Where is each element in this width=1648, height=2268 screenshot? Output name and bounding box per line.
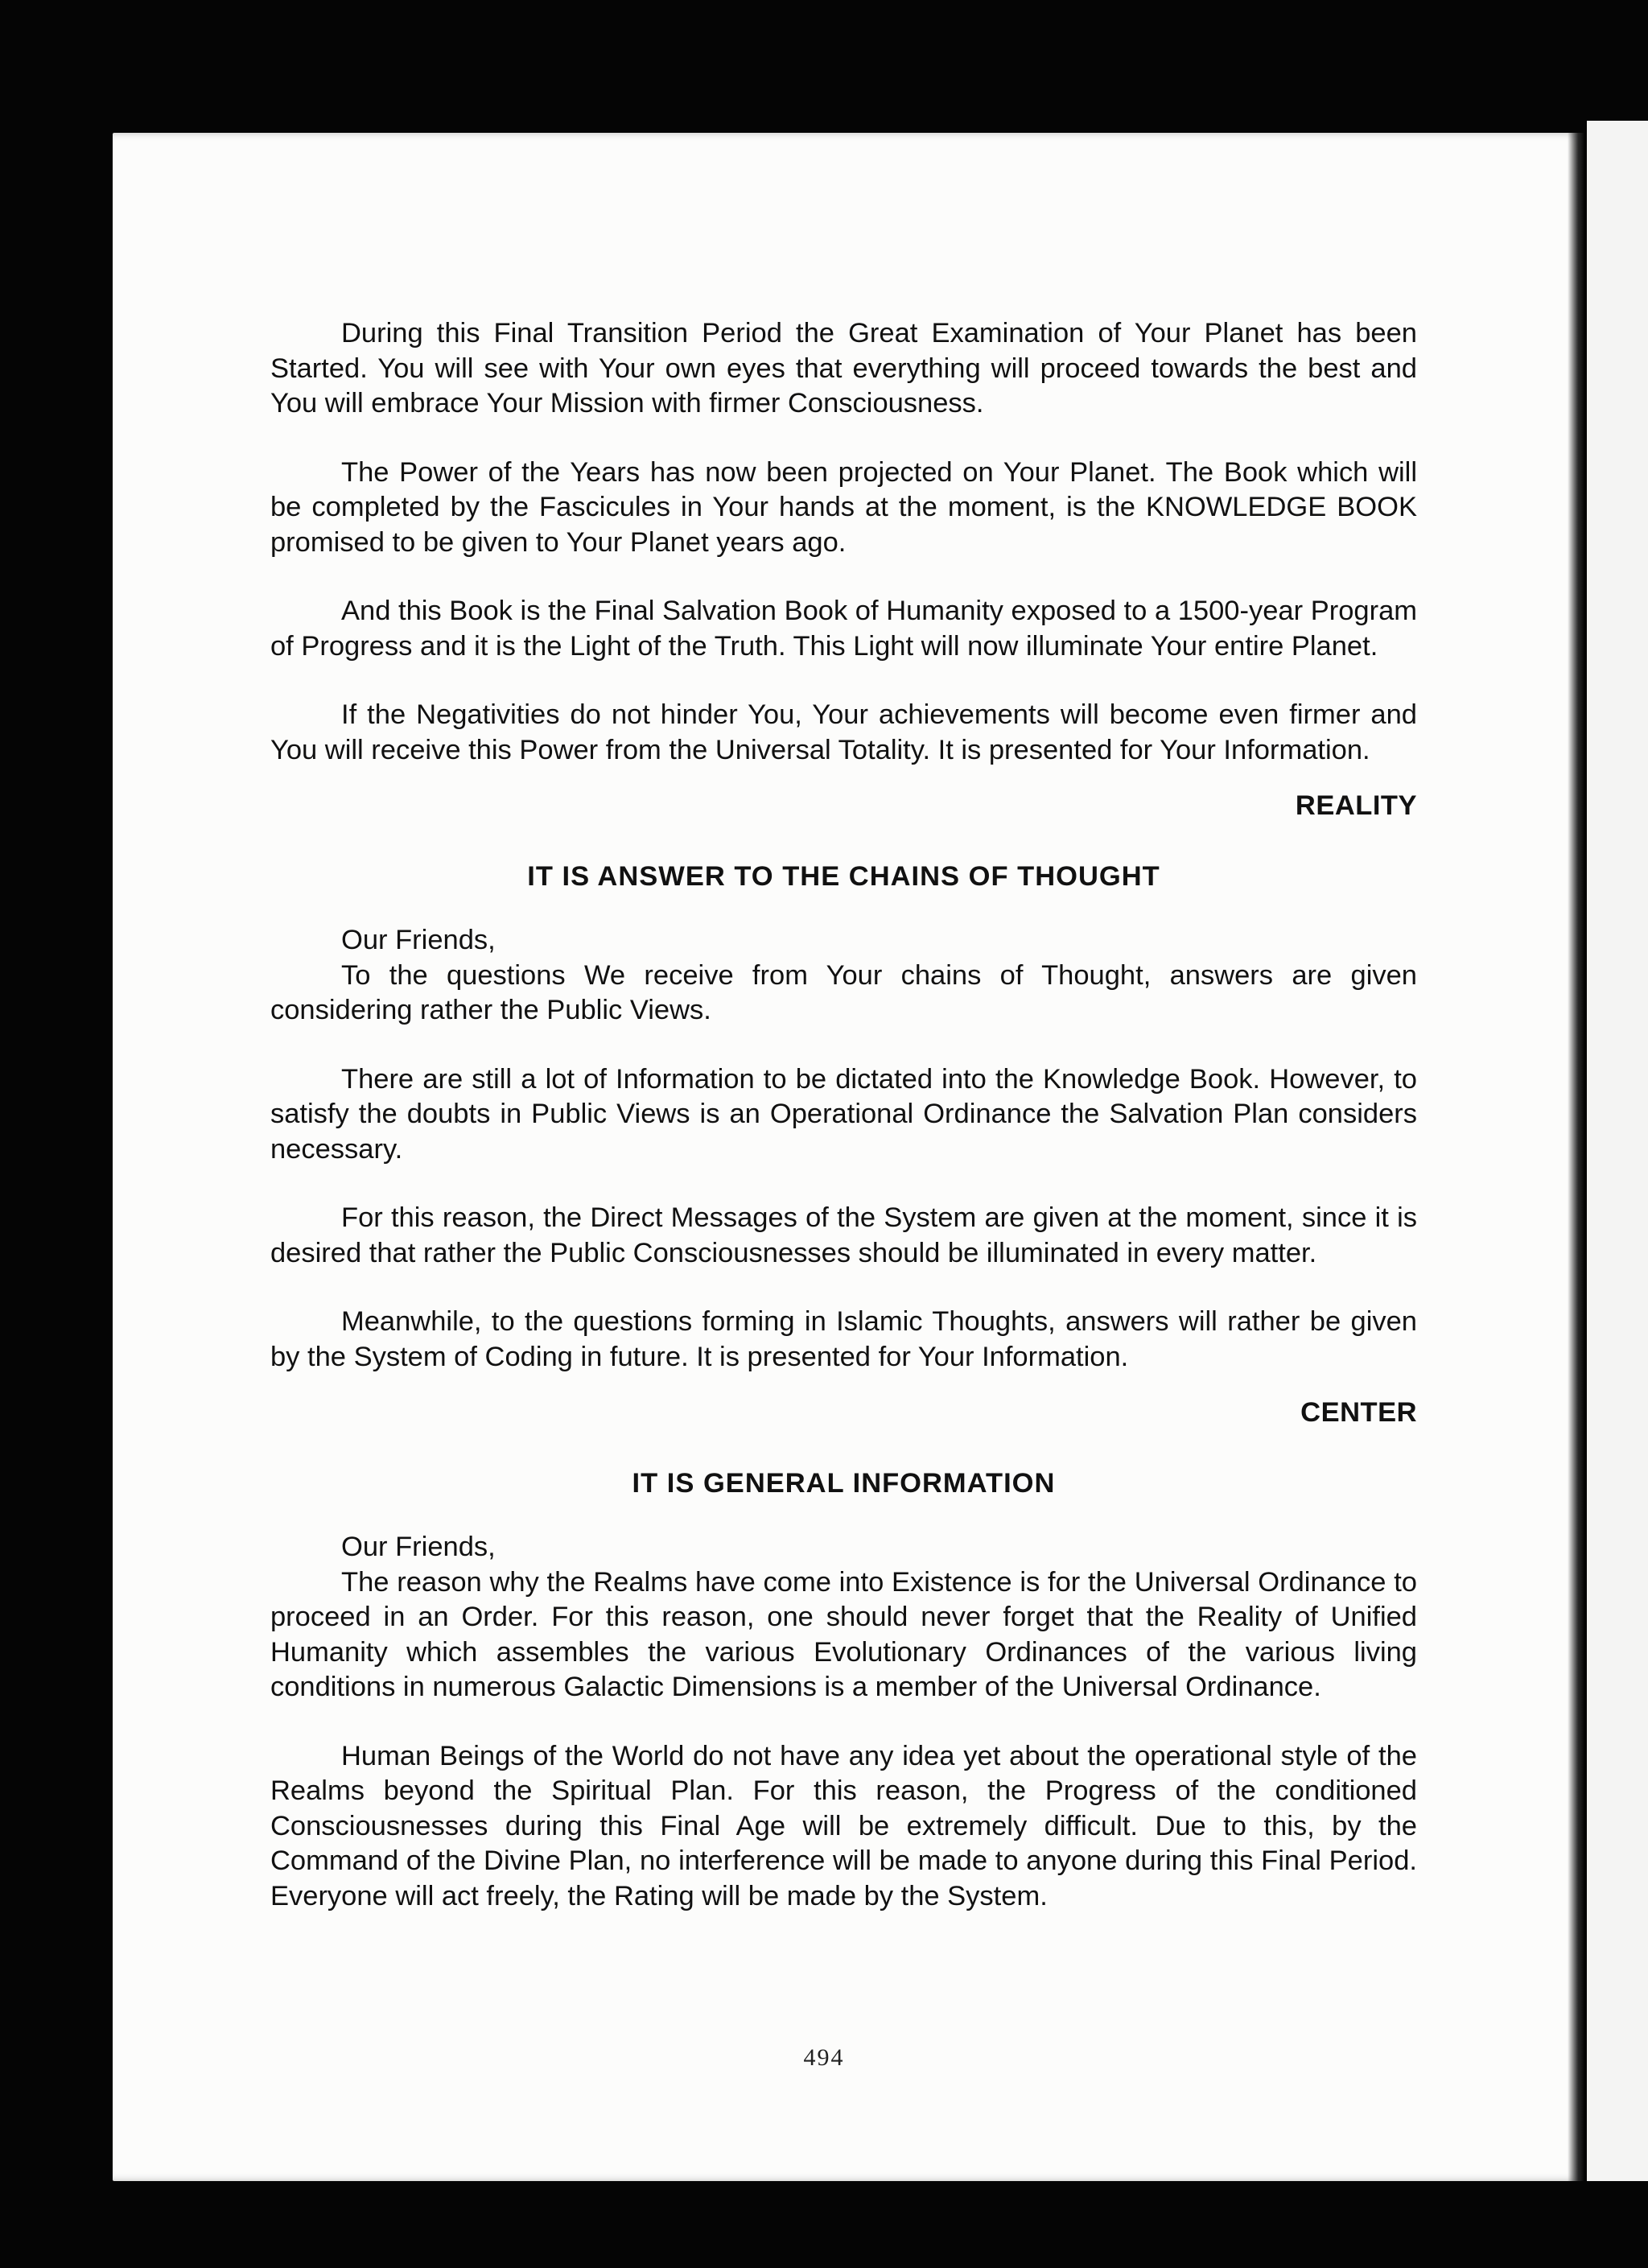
section-1-paragraph-4: Meanwhile, to the questions forming in Islamic Thoughts, answers will rather be given by the System of Coding in future. It is presented for Your Information. [270, 1306, 1417, 1372]
page-edge-shadow [1568, 133, 1585, 2181]
section-2-paragraph-2: Human Beings of the World do not have any idea yet about the operational style of the Realms beyond the Spiritual Plan. For this reason, the Progress of the conditioned Consciousnesses during this Final Age will be extremely difficult. Due to this, by the Command of the Divine Plan, no interference will be made to anyone during this Final Period. Everyone will act freely, the Rating will be made by the System. [270, 1740, 1417, 1911]
section-1-paragraph-3: For this reason, the Direct Messages of the System are given at the moment, since it is desired that rather the Public Consciousnesses should be illuminated in every matter. [270, 1202, 1417, 1268]
adjacent-page-strip [1587, 121, 1648, 2181]
section-2-paragraph-1: The reason why the Realms have come into Existence is for the Universal Ordinance to proceed in an Order. For this reason, one should never forget that the Reality of Unified Humanity which assembles the various Evolutionary Ordinances of the various living conditions in numerous Galactic Dimensions is a member of the Universal Ordinance. [270, 1566, 1417, 1702]
paragraph-top-1: During this Final Transition Period the Great Examination of Your Planet has been Started. You will see with Your own eyes that everything will proceed towards the best and You will embrace Your Mission with firmer Consciousness. [270, 318, 1417, 419]
signature-center: CENTER [1300, 1397, 1417, 1428]
section-1-paragraph-2: There are still a lot of Information to be dictated into the Knowledge Book. However, to satisfy the doubts in Public Views is an Operational Ordinance the Salvation Plan considers necessary. [270, 1063, 1417, 1165]
page-number: 494 [803, 2044, 845, 2071]
section-2-greeting: Our Friends, [341, 1532, 496, 1562]
paragraph-top-4: If the Negativities do not hinder You, Your achievements will become even firmer and You will receive this Power from the Universal Totality. It is presented for Your Information. [270, 699, 1417, 765]
section-1-greeting: Our Friends, [341, 925, 496, 955]
paragraph-top-2: The Power of the Years has now been projected on Your Planet. The Book which will be completed by the Fascicules in Your hands at the moment, is the KNOWLEDGE BOOK promised to be given to Your Planet years ago. [270, 456, 1417, 558]
page-content [270, 316, 1417, 1948]
section-1-paragraph-1: To the questions We receive from Your chains of Thought, answers are given considering rather the Public Views. [270, 959, 1417, 1025]
section-1-heading: IT IS ANSWER TO THE CHAINS OF THOUGHT [527, 860, 1160, 892]
signature-reality: REALITY [1295, 790, 1417, 821]
paragraph-top-3: And this Book is the Final Salvation Book of Humanity exposed to a 1500-year Program of Progress and it is the Light of the Truth. This Light will now illuminate Your entire Planet. [270, 596, 1417, 662]
section-2-heading: IT IS GENERAL INFORMATION [632, 1467, 1056, 1499]
